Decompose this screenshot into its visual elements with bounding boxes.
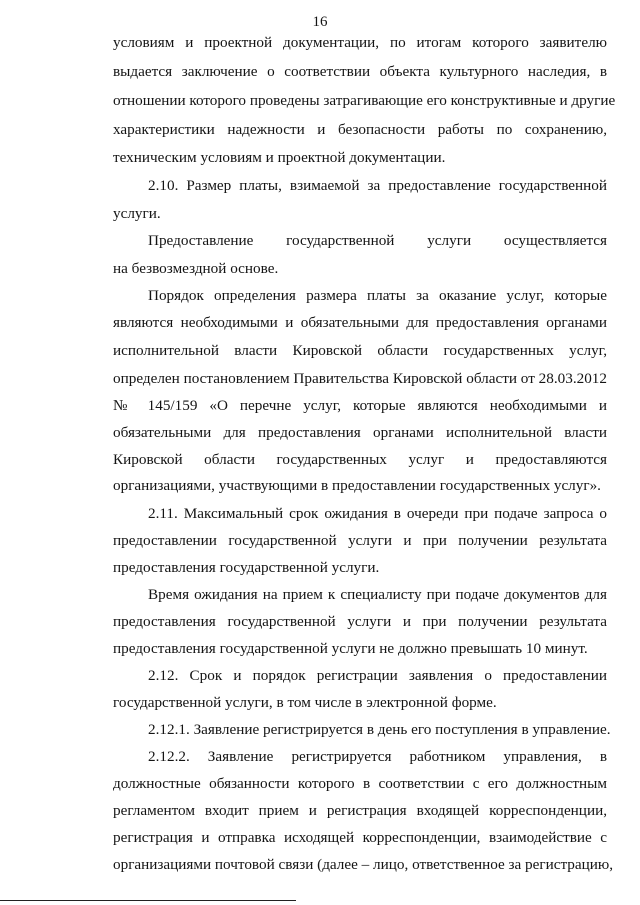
text-line: Кировской области государственных услуг и предоставляются (113, 451, 607, 468)
text-line: должностные обязанности которого в соответствии с его должностным (113, 775, 607, 792)
text-line: Время ожидания на прием к специалисту при подаче документов для (148, 586, 607, 603)
text-line: являются необходимыми и обязательными для предоставления органами (113, 314, 607, 331)
text-line: организациями почтовой связи (далее – лицо, ответственное за регистрацию, (113, 856, 614, 873)
text-line: Предоставление государственной услуги осуществляется (148, 232, 607, 249)
section-heading: 2.10. Размер платы, взимаемой за предоставление государственной (148, 177, 607, 194)
text-line: техническим условиям и проектной документации. (113, 149, 446, 166)
text-line: регистрация и отправка исходящей корреспонденции, взаимодействие с (113, 829, 607, 846)
text-line: 2.12.1. Заявление регистрируется в день его поступления в управление. (148, 721, 611, 738)
section-heading: 2.11. Максимальный срок ожидания в очереди при подаче запроса о (148, 505, 607, 522)
section-heading: государственной услуги, в том числе в электронной форме. (113, 694, 497, 711)
text-line: на безвозмездной основе. (113, 260, 279, 277)
text-line: организациями, участвующими в предоставлении государственных услуг». (113, 477, 601, 494)
section-heading: предоставлении государственной услуги и при получении результата (113, 532, 607, 549)
text-line: Порядок определения размера платы за оказание услуг, которые (148, 287, 607, 304)
section-heading: услуги. (113, 205, 161, 222)
text-line: регламентом входит прием и регистрация входящей корреспонденции, (113, 802, 607, 819)
text-line: № 145/159 «О перечне услуг, которые являются необходимыми и (113, 397, 607, 414)
text-line: обязательными для предоставления органами исполнительной власти (113, 424, 607, 441)
text-line: выдается заключение о соответствии объекта культурного наследия, в (113, 63, 607, 80)
text-line: исполнительной власти Кировской области государственных услуг, (113, 342, 607, 359)
text-line: определен постановлением Правительства Кировской области от 28.03.2012 (113, 370, 607, 387)
section-heading: 2.12. Срок и порядок регистрации заявления о предоставлении (148, 667, 607, 684)
section-heading: предоставления государственной услуги. (113, 559, 380, 576)
text-line: предоставления государственной услуги не должно превышать 10 минут. (113, 640, 588, 657)
text-line: отношении которого проведены затрагивающие его конструктивные и другие (113, 92, 616, 109)
bottom-divider (0, 900, 296, 901)
text-line: 2.12.2. Заявление регистрируется работником управления, в (148, 748, 607, 765)
text-line: условиям и проектной документации, по итогам которого заявителю (113, 34, 607, 51)
page-number: 16 (312, 14, 328, 30)
text-line: характеристики надежности и безопасности работы по сохранению, (113, 121, 607, 138)
text-line: предоставления государственной услуги и при получении результата (113, 613, 607, 630)
